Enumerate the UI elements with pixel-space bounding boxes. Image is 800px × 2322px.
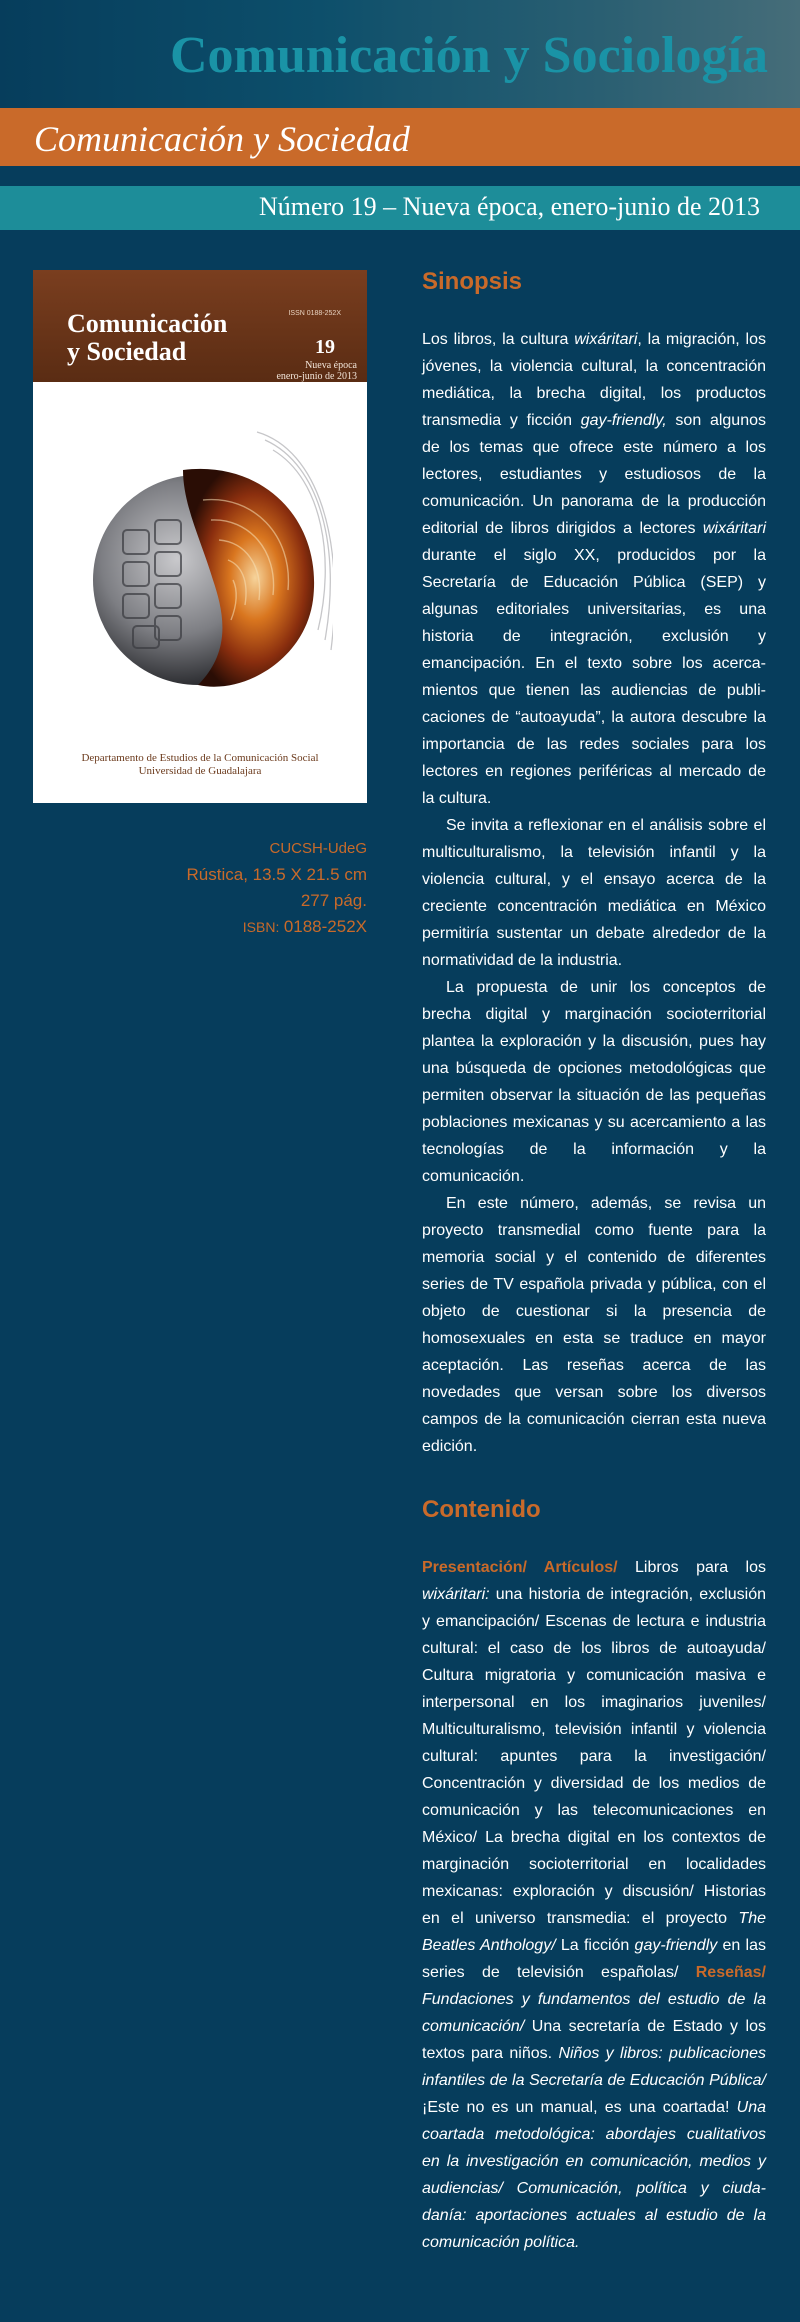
cover-issn: ISSN 0188-252X <box>288 310 341 317</box>
text-run: Libros para los <box>617 1559 766 1576</box>
binding-size: Rústica, 13.5 X 21.5 cm <box>186 865 367 884</box>
journal-band <box>0 108 800 166</box>
synopsis-paragraph-3: La propuesta de unir los conceptos de brecha digital y marginación socioterritorial plantea la exploración y la discusión, pues hay una búsqueda de opciones metodológicas que permiten observar la situación de las pequeñas poblaciones mexicanas y su acercamiento a las tecnologías de la información y la comunicación. <box>422 979 766 1185</box>
text-run: ¡Este no es un manual, es una coartada! <box>422 2099 737 2116</box>
text-run: en las series de televisión españolas/ <box>422 1937 767 1981</box>
series-title: Comunicación y Sociología <box>169 27 768 84</box>
cover-dept-line2: Universidad de Guadalajara <box>138 765 262 777</box>
isbn-label: ISBN: <box>242 919 280 935</box>
synopsis-section <box>422 268 766 1460</box>
text-run-italic: gay-friendly <box>634 1937 718 1954</box>
text-run-italic: Fundaciones y fundamentos del estudio de la comunicación/ <box>422 1991 766 2035</box>
synopsis-body <box>422 326 766 1460</box>
text-run-italic: Una coartada metodológica: abordajes cualitativos en la investigación en comunicación, medios y audiencias/ Comunicación, política y ciudadanía: aportaciones actuales al estudio de la comunicación política. <box>422 2099 766 2251</box>
text-run-italic: wixáritari <box>574 331 638 348</box>
cover-epoch-line1: Nueva época <box>305 360 357 371</box>
issue-band <box>0 186 800 230</box>
cover-epoch-line2: enero-junio de 2013 <box>276 371 357 382</box>
text-run-italic: wixáritari: <box>422 1586 490 1603</box>
text-run-italic: gay-friendly, <box>580 412 667 429</box>
section-label: Presentación/ Artículos/ <box>422 1559 618 1576</box>
cover-title-line2: y Sociedad <box>67 337 187 366</box>
page-count: 277 pág. <box>300 891 367 910</box>
issue-line: Número 19 – Nueva época, enero-junio de 2013 <box>258 192 760 221</box>
text-run: Los libros, la cultura <box>422 331 575 348</box>
text-run: una historia de integración, exclusión y emancipación/ Escenas de lectura e industria cultural: el caso de los libros de autoayuda/ Cultura migratoria y comunicación masiva e interpersonal en los imaginarios juveniles/ Multiculturalismo, televisión infantil y violencia cultural: apuntes para la investigación/ Concentración y diversidad de los medios de comunicación y las telecomunicaciones en México/ La brecha digital en los contextos de marginación socioterritorial en localidades mexicanas: exploración y discusión/ Historias en el universo transmedia: el proyecto <box>422 1586 766 1927</box>
text-run: durante el siglo XX, producidos por la Secretaría de Educación Pública (SEP) y algunas editoriales universitarias, es una historia de integración, exclusión y emancipación. En el texto sobre los acercamientos que tienen las audiencias de publicaciones de “autoayuda”, la autora descubre la importancia de las redes sociales para los lectores en regiones periféricas al mercado de la cultura. <box>422 547 766 807</box>
contents-paragraph <box>422 1554 766 2256</box>
synopsis-paragraph-4: En este número, además, se revisa un proyecto transmedial como fuente para la memoria social y el contenido de diferentes series de TV española privada y pública, con el objeto de cuestionar si la presencia de homosexuales en esta se traduce en mayor aceptación. Las reseñas acerca de las novedades que versan sobre los diversos campos de la comunicación cierran esta nueva edición. <box>422 1195 766 1455</box>
publisher: CUCSH-UdeG <box>269 840 367 857</box>
text-run: La ficción <box>555 1937 635 1954</box>
text-run-italic: Niños y libros: publicaciones infantiles de la Secretaría de Educación Pública/ <box>422 2045 767 2089</box>
section-label: Reseñas/ <box>695 1964 766 1981</box>
text-run: Una secretaría de Estado y los textos para niños. <box>422 2018 766 2062</box>
contents-section <box>422 1496 766 2256</box>
text-run: , la migración, los jóvenes, la violencia cultural, la concentración mediática, la brecha digital, los productos transmedia y ficción <box>422 331 766 429</box>
isbn <box>67 914 367 941</box>
cover-title <box>67 310 227 366</box>
contents-heading: Contenido <box>422 1496 541 1523</box>
book-cover <box>33 270 367 803</box>
cover-title-line1: Comunicación <box>67 309 228 338</box>
synopsis-paragraph-1 <box>422 326 766 812</box>
text-run: son algunos de los temas que ofrece este número a los lectores, estudiantes y estudiosos de la comunicación. Un panorama de la producción editorial de libros dirigidos a lectores <box>422 412 767 537</box>
header-banner <box>0 0 800 108</box>
synopsis-heading: Sinopsis <box>422 268 523 295</box>
contents-body <box>422 1554 766 2256</box>
synopsis-paragraph-2: Se invita a reflexionar en el análisis sobre el multiculturalismo, la televisión infantil y la violencia cultural, y el ensayo acerca de la creciente concentración mediática en México permitiría sustentar un debate alrededor de la normatividad de la industria. <box>422 817 766 969</box>
cover-department <box>33 752 367 778</box>
globe-fingerprint-illustration <box>73 410 333 710</box>
text-run-italic: The Beatles Anthology/ <box>422 1910 766 1954</box>
cover-header <box>33 270 367 382</box>
book-meta <box>67 836 367 941</box>
cover-epoch <box>247 360 357 382</box>
text-run-italic: wixáritari <box>702 520 766 537</box>
journal-title: Comunicación y Sociedad <box>34 119 410 159</box>
isbn-value: 0188-252X <box>283 917 367 936</box>
cover-dept-line1: Departamento de Estudios de la Comunicación Social <box>81 752 319 764</box>
cover-number: 19 <box>315 336 335 358</box>
